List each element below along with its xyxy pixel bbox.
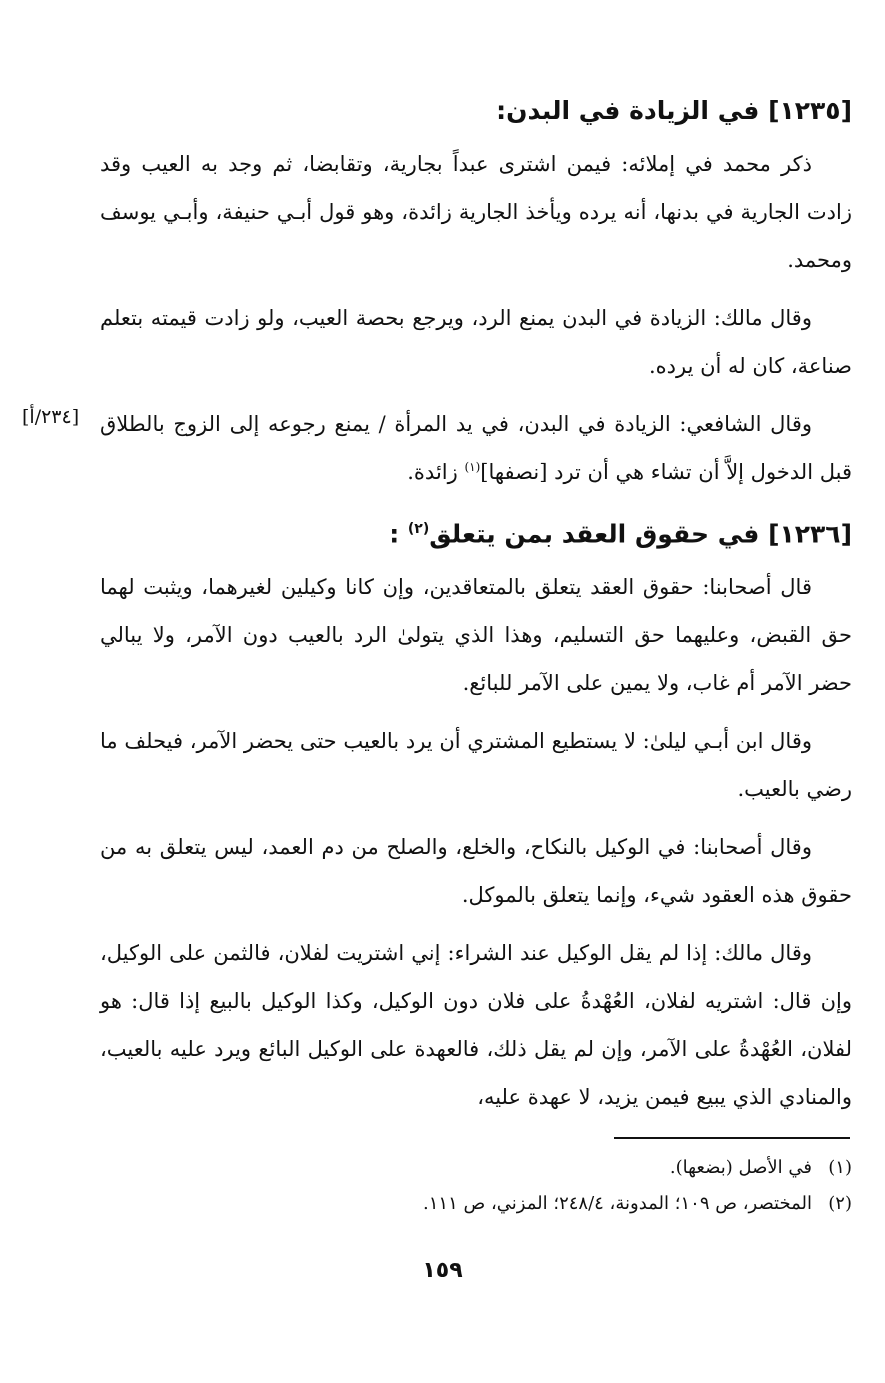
footnote-text: في الأصل (بضعها).: [669, 1157, 812, 1178]
section-1235-heading: [100, 88, 852, 134]
paragraph-malik-2: وقال مالك: إذا لم يقل الوكيل عند الشراء: إني اشتريت لفلان، فالثمن على الوكيل، وإن قال: اشتريه لفلان، العُهْدةُ على فلان دون الوكيل، وكذا الوكيل بالبيع إذا قال: هو لفلان، العُهْدةُ على الآمر، وإن لم يقل ذلك، فالعهدة على الوكيل البائع ويرد عليه بالعيب، والمنادي الذي يبيع فيمن يزيد، لا عهدة عليه،: [100, 941, 853, 1110]
footnote-divider: [614, 1137, 850, 1139]
paragraph-malik: وقال مالك: الزيادة في البدن يمنع الرد، ويرجع بحصة العيب، ولو زادت قيمته بتعلم صناعة، كان له أن يرده.: [100, 306, 852, 378]
paragraph-ashabuna-2: وقال أصحابنا: في الوكيل بالنكاح، والخلع، والصلح من دم العمد، ليس يتعلق به من حقوق هذه العقود شيء، وإنما يتعلق بالموكل.: [100, 835, 852, 908]
footnote-2: [100, 1186, 852, 1222]
paragraph-ashabuna-1: قال أصحابنا: حقوق العقد يتعلق بالمتعاقدين، وإن كانا وكيلين لغيرهما، ويثبت لهما حق القبض، وعليهما حق التسليم، وهذا الذي يتولىٰ الرد بالعيب دون الآمر، ولا يبالي حضر الآمر أم غاب، ولا يمين على الآمر للبائع.: [100, 575, 852, 696]
section-title: في حقوق العقد بمن يتعلق: [429, 519, 760, 549]
footnote-number: (١): [828, 1157, 852, 1178]
section-1236-heading: [100, 506, 852, 557]
heading-colon: :: [389, 519, 408, 549]
footnote-ref-1: (١): [464, 460, 481, 474]
page-number: ١٥٩: [422, 1258, 463, 1283]
footnote-1: [100, 1150, 852, 1186]
footnote-number: (٢): [828, 1193, 852, 1214]
page-body: [22, 88, 853, 1131]
paragraph-ibn-abi-layla: وقال ابن أبـي ليلىٰ: لا يستطيع المشتري أن يرد بالعيب حتى يحضر الآمر، فيحلف ما رضي بالعيب.: [100, 729, 852, 802]
shafii-block: [22, 400, 852, 496]
paragraph-shafii: [100, 400, 852, 496]
paragraph-muhammad: ذكر محمد في إملائه: فيمن اشترى عبداً بجارية، وتقابضا، ثم وجد به العيب وقد زادت الجارية في بدنها، أنه يرده ويأخذ الجارية زائدة، وهو قول أبـي حنيفة، وأبـي يوسف ومحمد.: [100, 152, 852, 272]
shafii-text-end: زائدة.: [407, 460, 465, 484]
section-number: [١٢٣٥]: [768, 96, 852, 125]
footnotes: [100, 1150, 852, 1222]
section-number: [١٢٣٦]: [768, 519, 852, 549]
manuscript-folio-ref: [٢٣٤/أ]: [22, 406, 80, 428]
footnote-ref-2: (٢): [407, 521, 430, 537]
shafii-text: وقال الشافعي: الزيادة في البدن، في يد المرأة / يمنع رجوعه إلى الزوج بالطلاق قبل الدخول إلاَّ أن تشاء هي أن ترد [نصفها]: [100, 412, 852, 484]
footnote-text: المختصر، ص ١٠٩؛ المدونة، ٢٤٨/٤؛ المزني، ص ١١١.: [423, 1193, 812, 1214]
section-title: في الزيادة في البدن:: [496, 96, 760, 125]
